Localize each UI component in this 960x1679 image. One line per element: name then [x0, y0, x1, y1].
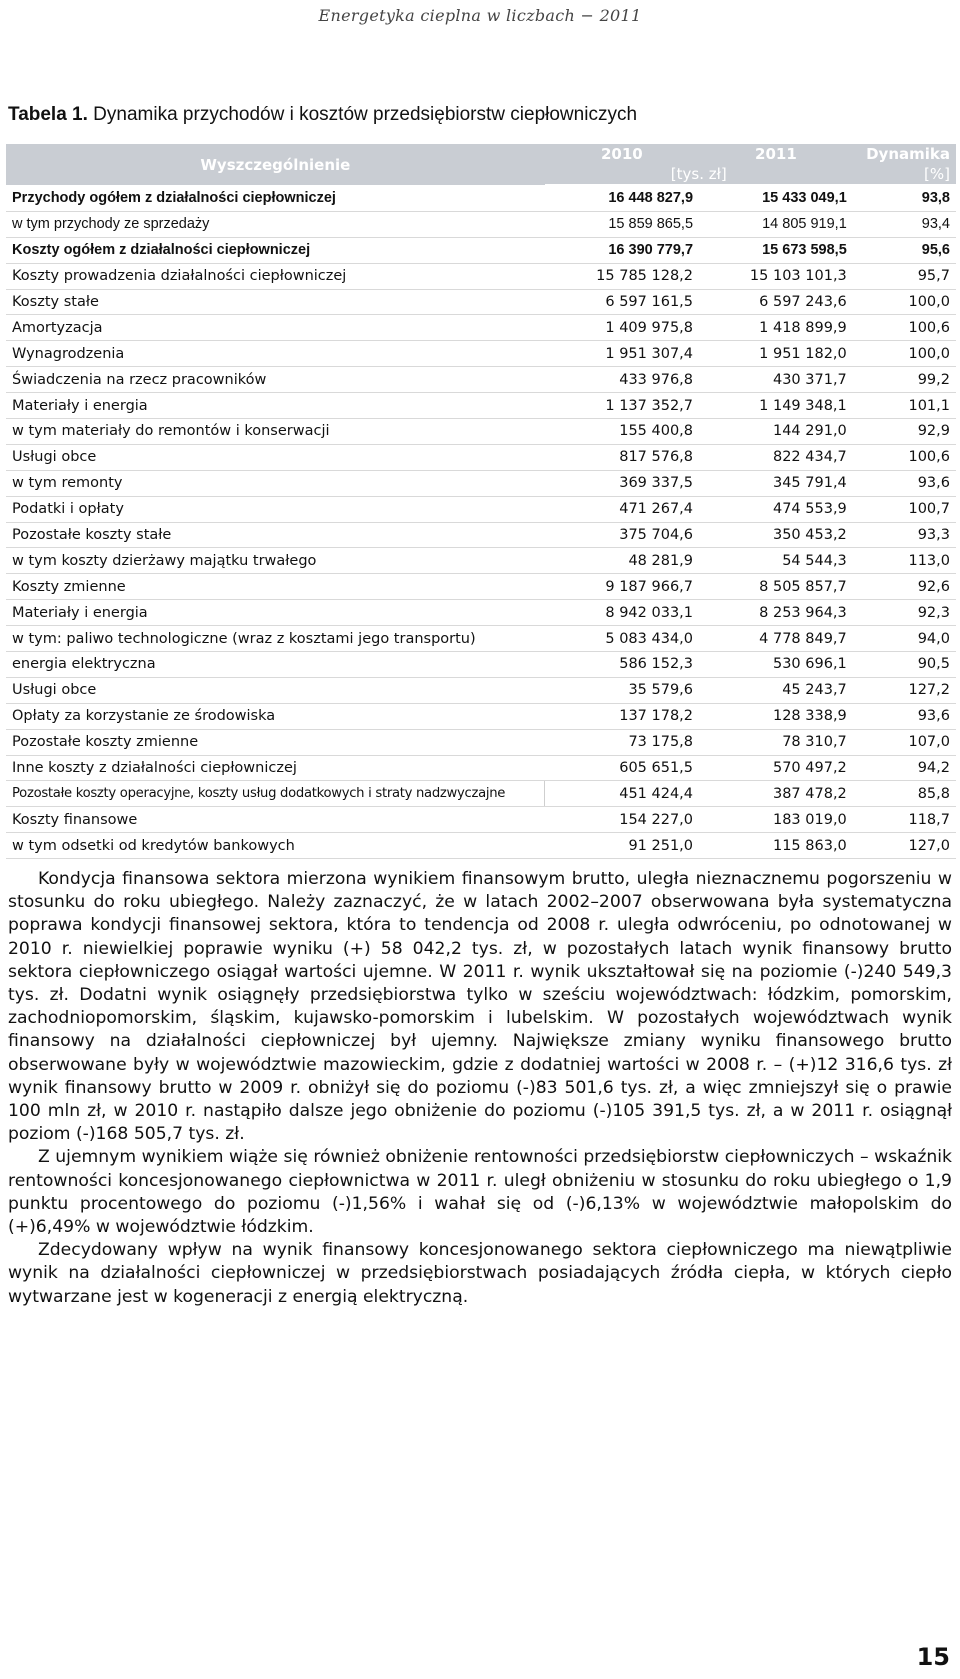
row-2010: 375 704,6	[545, 522, 699, 548]
row-label: w tym materiały do remontów i konserwacji	[6, 419, 545, 445]
row-dynamics: 99,2	[853, 367, 956, 393]
body-text	[8, 868, 952, 1309]
row-2010: 73 175,8	[545, 729, 699, 755]
header-dynamics: Dynamika	[853, 144, 956, 164]
row-dynamics: 93,4	[853, 211, 956, 237]
paragraph: Zdecydowany wpływ na wynik finansowy koncesjonowanego sektora ciepłowniczego ma niewątpliwie wynik na działalności ciepłowniczej w przedsiębiorstwach posiadających źródła ciepła, w których ciepło wytwarzane jest w kogeneracji z energią elektryczną.	[8, 1240, 952, 1307]
row-dynamics: 94,2	[853, 755, 956, 781]
header-unit-percent: [%]	[853, 164, 956, 185]
row-dynamics: 100,0	[853, 289, 956, 315]
table-title-text: Dynamika przychodów i kosztów przedsiębiorstw ciepłowniczych	[87, 104, 638, 125]
row-2011: 78 310,7	[699, 729, 853, 755]
table-row	[6, 677, 956, 703]
row-2010: 586 152,3	[545, 652, 699, 678]
row-label: Koszty ogółem z działalności ciepłowniczej	[6, 237, 545, 263]
row-dynamics: 118,7	[853, 807, 956, 833]
row-label: Świadczenia na rzecz pracowników	[6, 367, 545, 393]
row-2010: 817 576,8	[545, 444, 699, 470]
row-dynamics: 95,7	[853, 263, 956, 289]
row-2011: 183 019,0	[699, 807, 853, 833]
row-label: Pozostałe koszty stałe	[6, 522, 545, 548]
row-dynamics: 93,3	[853, 522, 956, 548]
row-2011: 1 418 899,9	[699, 315, 853, 341]
row-label: Koszty finansowe	[6, 807, 545, 833]
table-row	[6, 185, 956, 211]
row-dynamics: 94,0	[853, 626, 956, 652]
row-label: w tym przychody ze sprzedaży	[6, 211, 545, 237]
row-label: Podatki i opłaty	[6, 496, 545, 522]
row-dynamics: 113,0	[853, 548, 956, 574]
row-label: energia elektryczna	[6, 652, 545, 678]
row-2011: 15 103 101,3	[699, 263, 853, 289]
table-row	[6, 600, 956, 626]
row-2011: 430 371,7	[699, 367, 853, 393]
row-2011: 8 505 857,7	[699, 574, 853, 600]
row-2010: 154 227,0	[545, 807, 699, 833]
row-dynamics: 100,0	[853, 341, 956, 367]
row-2010: 1 409 975,8	[545, 315, 699, 341]
table-row	[6, 341, 956, 367]
table-row	[6, 807, 956, 833]
row-label: Opłaty za korzystanie ze środowiska	[6, 703, 545, 729]
row-2011: 15 433 049,1	[699, 185, 853, 211]
table-title	[8, 104, 637, 126]
table-row	[6, 237, 956, 263]
row-2010: 16 390 779,7	[545, 237, 699, 263]
row-2010: 433 976,8	[545, 367, 699, 393]
row-2011: 822 434,7	[699, 444, 853, 470]
row-dynamics: 92,3	[853, 600, 956, 626]
row-2010: 5 083 434,0	[545, 626, 699, 652]
row-dynamics: 90,5	[853, 652, 956, 678]
row-2011: 4 778 849,7	[699, 626, 853, 652]
row-label: Usługi obce	[6, 444, 545, 470]
row-2011: 15 673 598,5	[699, 237, 853, 263]
row-2011: 530 696,1	[699, 652, 853, 678]
row-2011: 350 453,2	[699, 522, 853, 548]
row-2010: 155 400,8	[545, 419, 699, 445]
row-label: Koszty stałe	[6, 289, 545, 315]
row-label: Koszty zmienne	[6, 574, 545, 600]
row-dynamics: 100,7	[853, 496, 956, 522]
row-label: Pozostałe koszty operacyjne, koszty usług dodatkowych i straty nadzwyczajne	[6, 781, 545, 807]
row-dynamics: 95,6	[853, 237, 956, 263]
table-row	[6, 393, 956, 419]
row-label: Usługi obce	[6, 677, 545, 703]
row-label: w tym koszty dzierżawy majątku trwałego	[6, 548, 545, 574]
row-2010: 1 951 307,4	[545, 341, 699, 367]
paragraph: Z ujemnym wynikiem wiąże się również obniżenie rentowności przedsiębiorstw ciepłowniczych – wskaźnik rentowności koncesjonowanego ciepłownictwa w 2011 r. uległ obniżeniu w stosunku do roku ubiegłego o 1,9 punktu procentowego do poziomu (-)1,56% i wahał się od (-)6,13% w województwie małopolskim do (+)6,49% w województwie łódzkim.	[8, 1147, 952, 1238]
table-row	[6, 444, 956, 470]
row-2010: 1 137 352,7	[545, 393, 699, 419]
row-2010: 8 942 033,1	[545, 600, 699, 626]
table-row	[6, 652, 956, 678]
row-dynamics: 100,6	[853, 444, 956, 470]
row-2011: 474 553,9	[699, 496, 853, 522]
row-dynamics: 127,2	[853, 677, 956, 703]
header-unit-money: [tys. zł]	[545, 164, 853, 185]
row-2010: 451 424,4	[545, 781, 699, 807]
row-dynamics: 101,1	[853, 393, 956, 419]
table-row	[6, 703, 956, 729]
table-row	[6, 781, 956, 807]
row-2010: 15 785 128,2	[545, 263, 699, 289]
row-2010: 605 651,5	[545, 755, 699, 781]
row-dynamics: 93,6	[853, 703, 956, 729]
row-2010: 6 597 161,5	[545, 289, 699, 315]
row-2011: 144 291,0	[699, 419, 853, 445]
table-row	[6, 729, 956, 755]
paragraph: Kondycja finansowa sektora mierzona wynikiem finansowym brutto, uległa nieznacznemu pogorszeniu w stosunku do roku ubiegłego. Należy zaznaczyć, że w latach 2002–2007 obserwowana była systematyczna poprawa kondycji finansowej sektora, która to tendencja od 2008 r. uległa odwróceniu, po odnotowanej w 2010 r. niewielkiej poprawie wyniku (+) 58 042,2 tys. zł, w pozostałych latach wynik finansowy brutto sektora ciepłowniczego osiągał wartości ujemne. W 2011 r. wynik ukształtował się na poziomie (-)240 549,3 tys. zł. Dodatni wynik osiągnęły przedsiębiorstwa tylko w sześciu województwach: łódzkim, pomorskim, zachodniopomorskim, śląskim, kujawsko-pomorskim i lubelskim. W pozostałych województwach wynik finansowy na działalności ciepłowniczej był ujemny. Największe zmiany wyniku finansowego brutto obserwowane były w województwie mazowieckim, gdzie z dodatniej wartości w 2008 r. – (+)12 316,6 tys. zł wynik finansowy brutto w 2009 r. obniżył się do poziomu (-)83 501,6 tys. zł, a więc zmniejszył się o prawie 100 mln zł, w 2010 r. nastąpiło dalsze jego obniżenie do poziomu (-)105 391,5 tys. zł, a w 2011 r. osiągnął poziom (-)168 505,7 tys. zł.	[8, 869, 952, 1145]
row-2011: 8 253 964,3	[699, 600, 853, 626]
row-2011: 570 497,2	[699, 755, 853, 781]
row-dynamics: 92,9	[853, 419, 956, 445]
row-dynamics: 93,6	[853, 470, 956, 496]
row-label: Inne koszty z działalności ciepłowniczej	[6, 755, 545, 781]
row-2010: 91 251,0	[545, 833, 699, 859]
row-2010: 137 178,2	[545, 703, 699, 729]
row-label: Pozostałe koszty zmienne	[6, 729, 545, 755]
row-2011: 345 791,4	[699, 470, 853, 496]
row-2011: 387 478,2	[699, 781, 853, 807]
row-label: w tym odsetki od kredytów bankowych	[6, 833, 545, 859]
table-row	[6, 574, 956, 600]
row-2010: 369 337,5	[545, 470, 699, 496]
row-dynamics: 92,6	[853, 574, 956, 600]
running-header: Energetyka cieplna w liczbach − 2011	[318, 6, 642, 25]
table-title-number: Tabela 1.	[8, 104, 88, 125]
row-2010: 15 859 865,5	[545, 211, 699, 237]
row-label: Koszty prowadzenia działalności ciepłowniczej	[6, 263, 545, 289]
table-row	[6, 419, 956, 445]
table-row	[6, 470, 956, 496]
row-label: w tym: paliwo technologiczne (wraz z kosztami jego transportu)	[6, 626, 545, 652]
row-2010: 35 579,6	[545, 677, 699, 703]
table-row	[6, 211, 956, 237]
row-2011: 128 338,9	[699, 703, 853, 729]
table-row	[6, 289, 956, 315]
page-number: 15	[916, 1643, 950, 1671]
row-2011: 14 805 919,1	[699, 211, 853, 237]
row-2011: 6 597 243,6	[699, 289, 853, 315]
row-2011: 1 149 348,1	[699, 393, 853, 419]
table-row	[6, 755, 956, 781]
row-label: Amortyzacja	[6, 315, 545, 341]
table-row	[6, 367, 956, 393]
row-2011: 45 243,7	[699, 677, 853, 703]
row-2010: 471 267,4	[545, 496, 699, 522]
table-row	[6, 522, 956, 548]
row-2011: 115 863,0	[699, 833, 853, 859]
table-row	[6, 626, 956, 652]
header-2011: 2011	[699, 144, 853, 164]
table-row	[6, 263, 956, 289]
table-row	[6, 315, 956, 341]
row-dynamics: 107,0	[853, 729, 956, 755]
row-dynamics: 127,0	[853, 833, 956, 859]
row-2010: 48 281,9	[545, 548, 699, 574]
table-row	[6, 833, 956, 859]
data-table	[6, 144, 956, 859]
row-label: w tym remonty	[6, 470, 545, 496]
row-label: Wynagrodzenia	[6, 341, 545, 367]
row-label: Materiały i energia	[6, 600, 545, 626]
row-2010: 9 187 966,7	[545, 574, 699, 600]
row-2011: 1 951 182,0	[699, 341, 853, 367]
row-dynamics: 85,8	[853, 781, 956, 807]
row-label: Przychody ogółem z działalności ciepłowniczej	[6, 185, 545, 211]
row-2010: 16 448 827,9	[545, 185, 699, 211]
row-dynamics: 100,6	[853, 315, 956, 341]
table-row	[6, 496, 956, 522]
header-2010: 2010	[545, 144, 699, 164]
row-dynamics: 93,8	[853, 185, 956, 211]
row-label: Materiały i energia	[6, 393, 545, 419]
row-2011: 54 544,3	[699, 548, 853, 574]
header-item: Wyszczególnienie	[6, 144, 545, 185]
table-row	[6, 548, 956, 574]
